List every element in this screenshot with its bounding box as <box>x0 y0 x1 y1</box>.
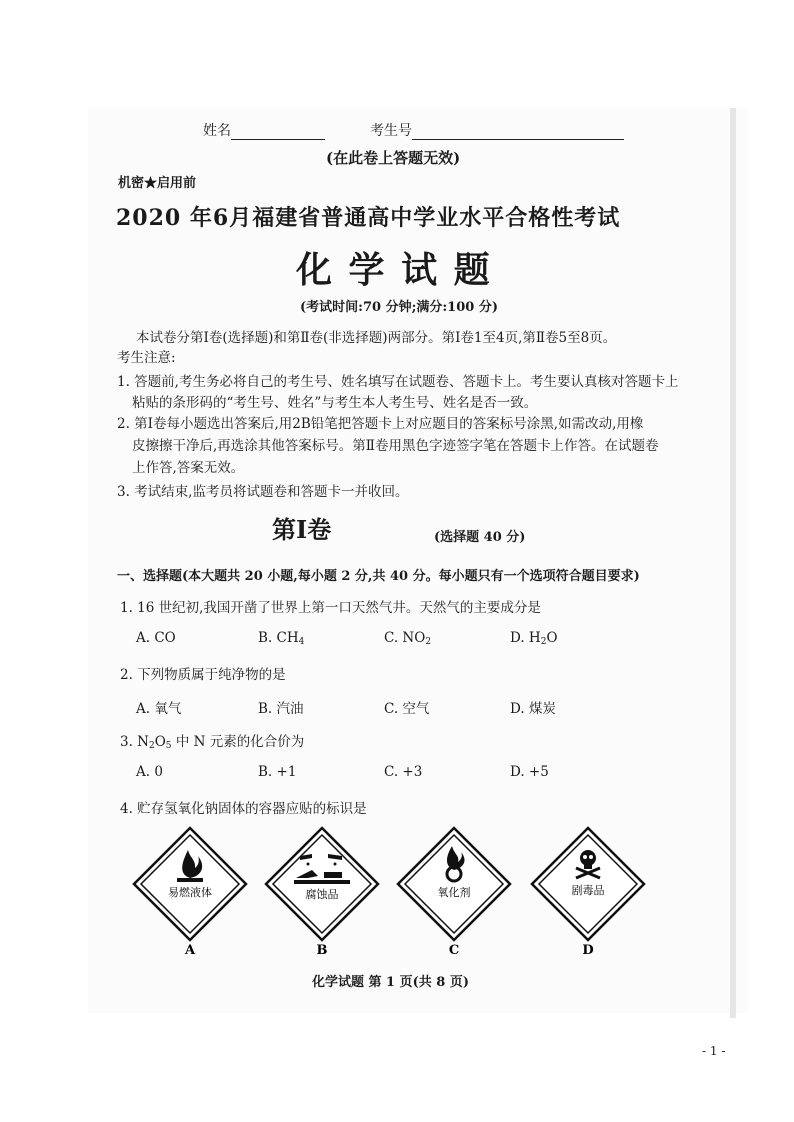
question-1-option-b: B. $CH_4$ <box>258 630 305 647</box>
question-1-option-a: A. CO <box>136 630 176 646</box>
exam-title: 2020 年6月福建省普通高中学业水平合格性考试 <box>116 205 621 231</box>
question-3-option-d: D. +5 <box>510 764 549 780</box>
hazard-label-b-text: 腐蚀品 <box>305 888 339 901</box>
notice-item-1-line-1: 1. 答题前,考生务必将自己的考生号、姓名填写在试题卷、答题卡上。考生要认真核对答题卡上 <box>117 374 679 390</box>
notice-item-3-line-1: 3. 考试结束,监考员将试题卷和答题卡一并收回。 <box>117 484 409 500</box>
question-2-option-a: A. 氧气 <box>136 701 182 717</box>
name-blank <box>231 139 325 140</box>
hazard-label-b <box>266 828 378 940</box>
question-3-stem: 3. $N_2O_5$ 中 N 元素的化合价为 <box>120 734 305 751</box>
subject-title: 化 学 试 题 <box>296 249 492 291</box>
examno-blank <box>412 139 624 140</box>
hazard-letter-b: B <box>316 943 328 957</box>
hazard-label-c-text: 氧化剂 <box>437 886 471 899</box>
notice-item-2-line-2: 皮擦擦干净后,再选涂其他答案标号。第Ⅱ卷用黑色字迹签字笔在答题卡上作答。在试题卷 <box>132 438 659 454</box>
hazard-label-d <box>532 828 644 940</box>
question-4-stem: 4. 贮存氢氧化钠固体的容器应贴的标识是 <box>120 801 367 817</box>
section-title: 第Ⅰ卷 <box>272 515 332 544</box>
section-subtitle: (选择题 40 分) <box>434 530 526 545</box>
hazard-letter-c: C <box>448 943 460 957</box>
hazard-labels-figure <box>128 822 688 957</box>
name-label: 姓名 <box>203 123 231 139</box>
question-2-option-c: C. 空气 <box>384 701 430 717</box>
page-footer: 化学试题 第 1 页(共 8 页) <box>312 975 470 990</box>
hazard-label-a-text: 易燃液体 <box>168 886 212 899</box>
page-number: - 1 - <box>702 1044 726 1058</box>
time-info: (考试时间:70 分钟;满分:100 分) <box>300 300 498 315</box>
examno-field <box>370 120 624 140</box>
question-1-option-d: D. $H_2O$ <box>510 630 558 647</box>
notice-item-2-line-3: 上作答,答案无效。 <box>132 460 245 476</box>
invalid-note: (在此卷上答题无效) <box>326 149 461 167</box>
question-2-stem: 2. 下列物质属于纯净物的是 <box>120 667 286 683</box>
intro-text: 本试卷分第Ⅰ卷(选择题)和第Ⅱ卷(非选择题)两部分。第Ⅰ卷1至4页,第Ⅱ卷5至8页。 <box>136 330 617 346</box>
hazard-letter-a: A <box>184 943 196 957</box>
notice-heading: 考生注意: <box>117 350 176 366</box>
notice-item-1-line-2: 粘贴的条形码的“考生号、姓名”与考生本人考生号、姓名是否一致。 <box>132 395 538 411</box>
hazard-label-c <box>398 828 510 940</box>
question-1-stem: 1. 16 世纪初,我国开凿了世界上第一口天然气井。天然气的主要成分是 <box>120 600 541 616</box>
hazard-label-a <box>134 828 246 940</box>
examno-label: 考生号 <box>370 123 412 139</box>
question-3-option-b: B. +1 <box>258 764 297 780</box>
section-instruction: 一、选择题(本大题共 20 小题,每小题 2 分,共 40 分。每小题只有一个选项符合题目要求) <box>117 569 640 584</box>
question-2-option-b: B. 汽油 <box>258 701 304 717</box>
question-3-option-a: A. 0 <box>136 764 163 780</box>
name-field <box>203 120 325 140</box>
hazard-letter-d: D <box>582 943 594 957</box>
question-1-option-c: C. $NO_2$ <box>384 630 432 647</box>
hazard-label-d-text: 剧毒品 <box>571 884 605 897</box>
question-2-option-d: D. 煤炭 <box>510 701 556 717</box>
secret-label: 机密★启用前 <box>118 176 197 191</box>
question-3-option-c: C. +3 <box>384 764 423 780</box>
notice-item-2-line-1: 2. 第Ⅰ卷每小题选出答案后,用2B铅笔把答题卡上对应题目的答案标号涂黑,如需改动,用橡 <box>117 416 644 432</box>
scan-edge-shadow <box>730 108 736 1018</box>
